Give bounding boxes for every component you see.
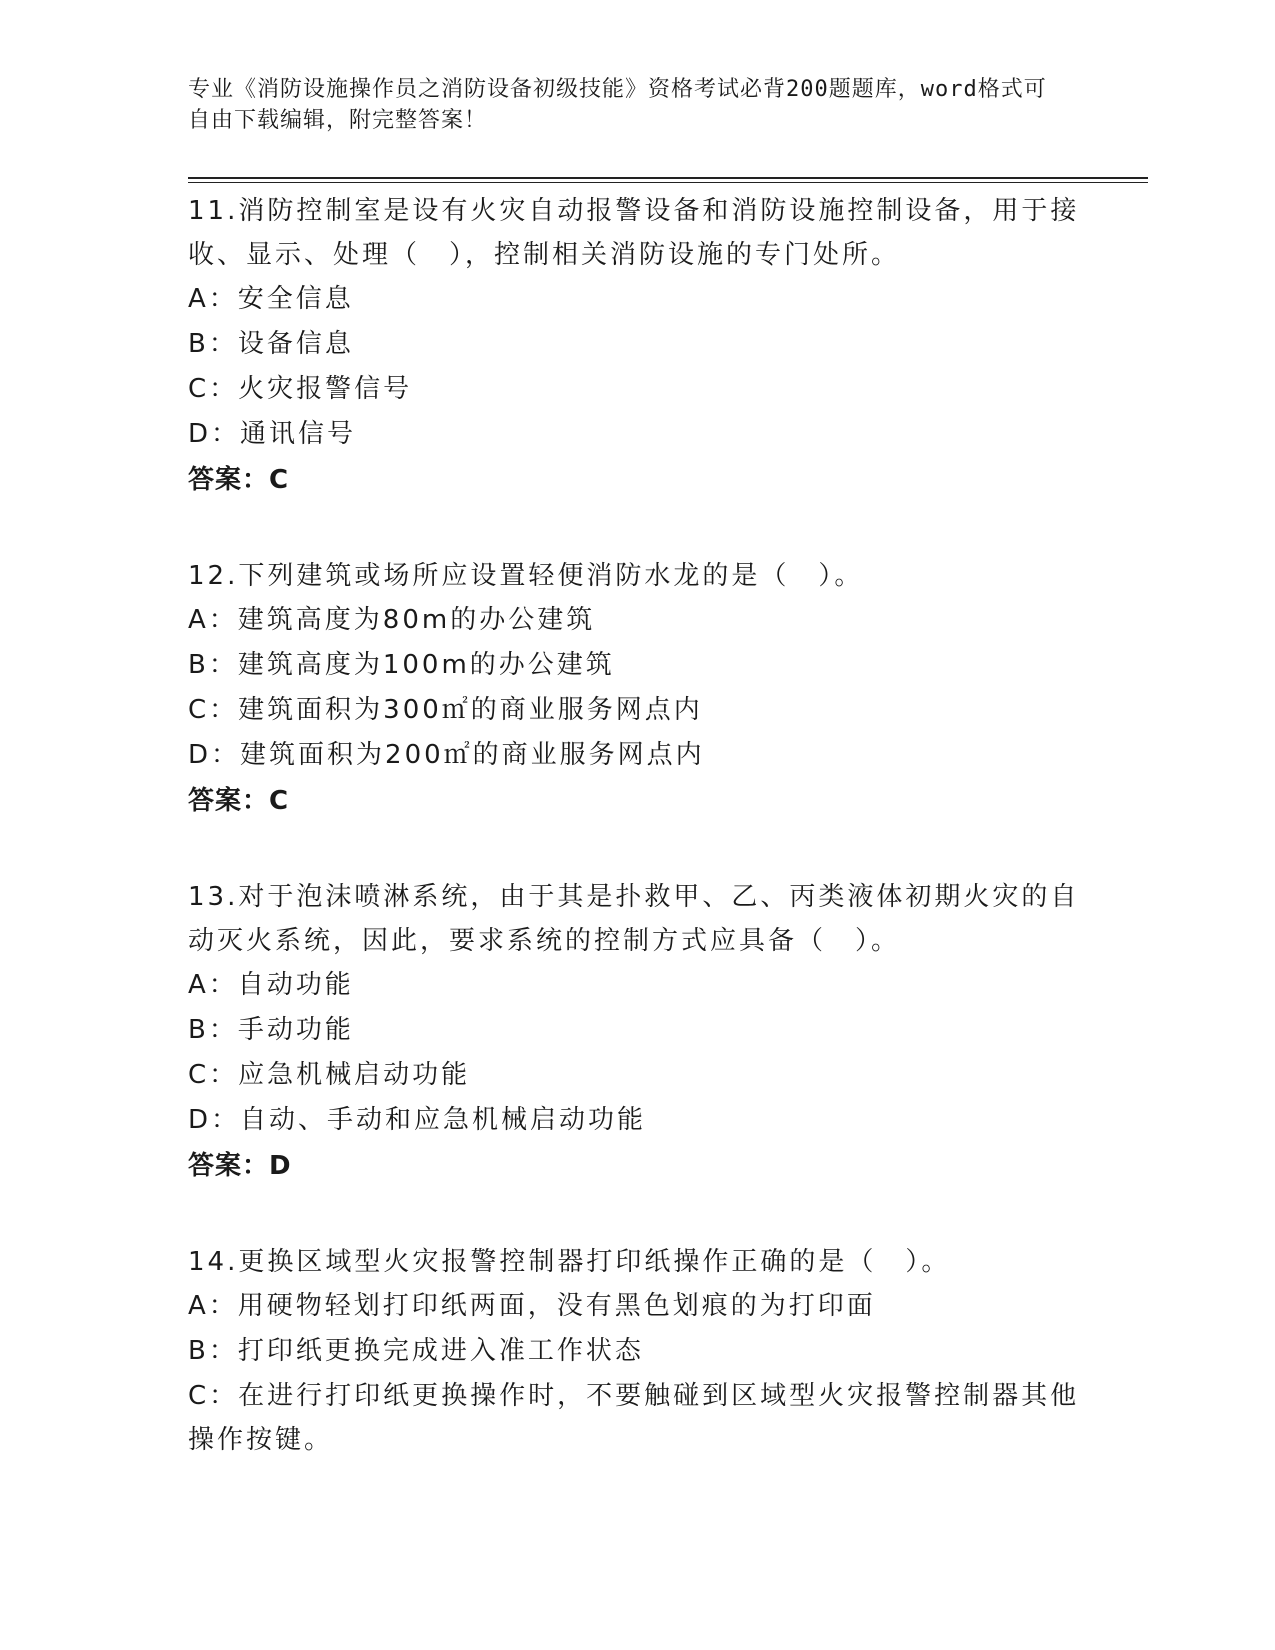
document-header: 专业《消防设施操作员之消防设备初级技能》资格考试必背200题题库，word格式可自由下载编辑，附完整答案！ <box>188 77 1047 133</box>
question-item <box>188 189 1088 503</box>
answer-text: 答案：C <box>188 465 290 495</box>
option-a: A：自动功能 <box>188 970 354 1000</box>
option-c: C：建筑面积为300㎡的商业服务网点内 <box>188 695 703 725</box>
option-a: A：安全信息 <box>188 284 354 314</box>
divider-thin-line <box>188 182 1148 183</box>
option-b: B：手动功能 <box>188 1015 354 1045</box>
divider-thick-line <box>188 177 1148 179</box>
header-divider <box>188 177 1148 183</box>
option-c: C：在进行打印纸更换操作时，不要触碰到区域型火灾报警控制器其他操作按键。 <box>188 1381 1080 1455</box>
option-d: D：通讯信号 <box>188 419 357 449</box>
question-stem: 12.下列建筑或场所应设置轻便消防水龙的是（ ）。 <box>188 561 864 591</box>
option-a: A：用硬物轻划打印纸两面，没有黑色划痕的为打印面 <box>188 1291 876 1321</box>
option-d: D：自动、手动和应急机械启动功能 <box>188 1105 647 1135</box>
option-c: C：应急机械启动功能 <box>188 1060 471 1090</box>
option-d: D：建筑面积为200㎡的商业服务网点内 <box>188 740 705 770</box>
answer-text: 答案：C <box>188 786 290 816</box>
answer-text: 答案：D <box>188 1151 292 1181</box>
question-stem: 14.更换区域型火灾报警控制器打印纸操作正确的是（ ）。 <box>188 1247 951 1277</box>
option-b: B：设备信息 <box>188 329 354 359</box>
question-stem: 11.消防控制室是设有火灾自动报警设备和消防设施控制设备，用于接收、显示、处理（ ），控制相关消防设施的专门处所。 <box>188 196 1080 270</box>
option-b: B：建筑高度为100m的办公建筑 <box>188 650 615 680</box>
question-stem: 13.对于泡沫喷淋系统，由于其是扑救甲、乙、丙类液体初期火灾的自动灭火系统，因此，要求系统的控制方式应具备（ ）。 <box>188 882 1080 956</box>
question-list <box>188 189 1088 1513</box>
question-item <box>188 1240 1088 1462</box>
option-b: B：打印纸更换完成进入准工作状态 <box>188 1336 644 1366</box>
question-item <box>188 554 1088 824</box>
question-item <box>188 875 1088 1189</box>
option-c: C：火灾报警信号 <box>188 374 413 404</box>
option-a: A：建筑高度为80m的办公建筑 <box>188 605 596 635</box>
